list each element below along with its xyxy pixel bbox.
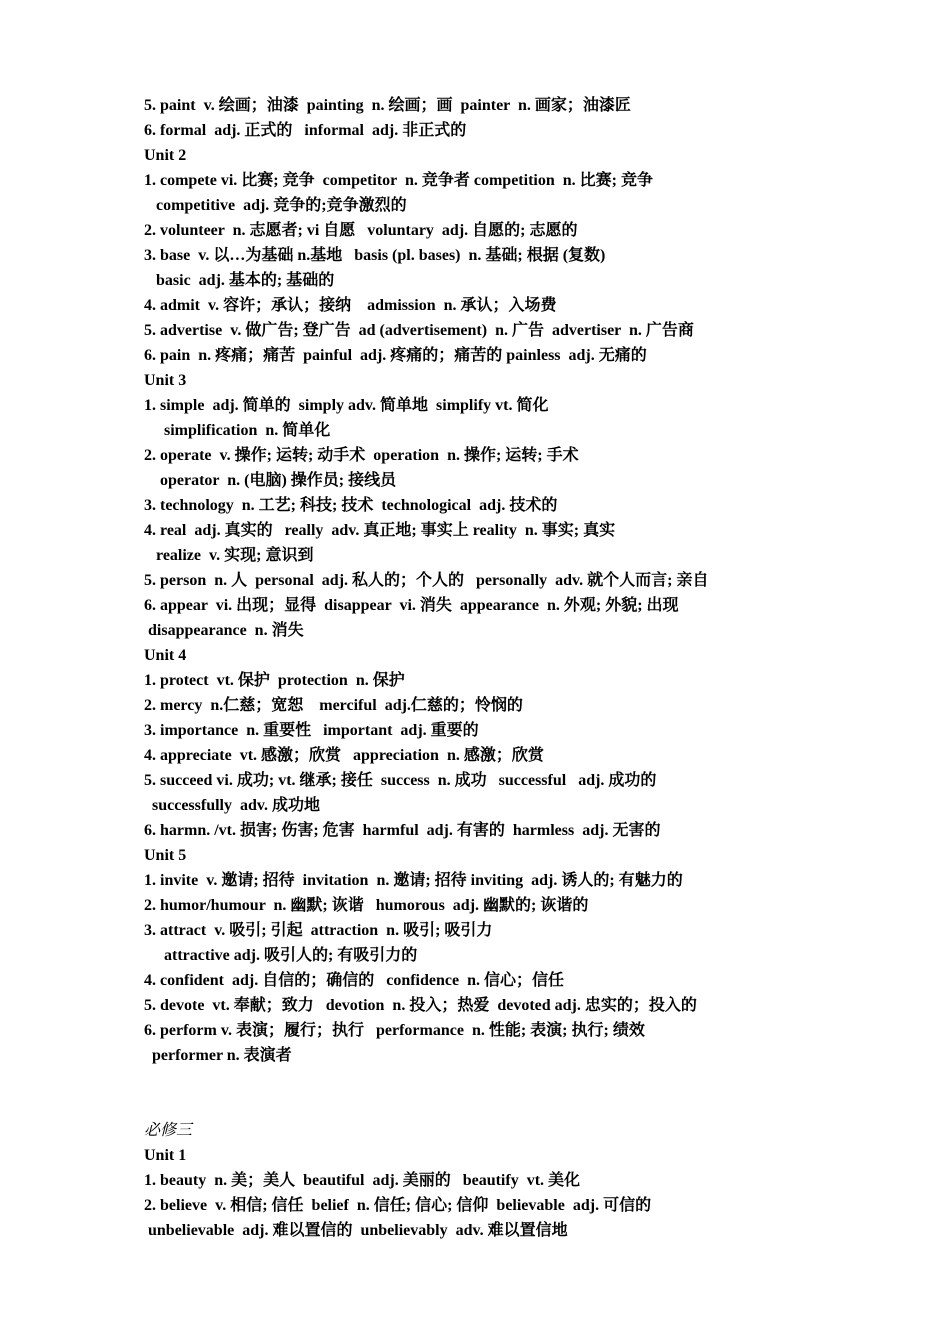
vocab-line: 1. compete vi. 比赛; 竞争 competitor n. 竞争者 competition n. 比赛; 竞争	[144, 172, 653, 189]
vocab-line: 6. harmn. /vt. 损害; 伤害; 危害 harmful adj. 有害的 harmless adj. 无害的	[144, 822, 661, 839]
unit-heading: Unit 4	[144, 647, 187, 664]
document-body	[144, 93, 864, 1243]
vocab-line: 2. humor/humour n. 幽默; 诙谐 humorous adj. 幽默的; 诙谐的	[144, 897, 589, 914]
vocab-line: 5. advertise v. 做广告; 登广告 ad (advertisement) n. 广告 advertiser n. 广告商	[144, 322, 694, 339]
vocab-line: 2. mercy n.仁慈；宽恕 merciful adj.仁慈的；怜悯的	[144, 697, 523, 714]
vocab-line: 5. person n. 人 personal adj. 私人的；个人的 personally adv. 就个人而言; 亲自	[144, 572, 709, 589]
vocab-line: 6. pain n. 疼痛；痛苦 painful adj. 疼痛的；痛苦的 painless adj. 无痛的	[144, 347, 647, 364]
vocab-line: 5. succeed vi. 成功; vt. 继承; 接任 success n. 成功 successful adj. 成功的	[144, 772, 657, 789]
vocab-line: 3. importance n. 重要性 important adj. 重要的	[144, 722, 479, 739]
vocab-line: 3. technology n. 工艺; 科技; 技术 technological adj. 技术的	[144, 497, 558, 514]
vocab-line: simplification n. 简单化	[144, 422, 331, 439]
vocab-line: successfully adv. 成功地	[144, 797, 321, 814]
vocab-line: 4. real adj. 真实的 really adv. 真正地; 事实上 reality n. 事实; 真实	[144, 522, 616, 539]
vocab-line: basic adj. 基本的; 基础的	[144, 272, 335, 289]
vocab-line: 6. perform v. 表演；履行；执行 performance n. 性能; 表演; 执行; 绩效	[144, 1022, 645, 1039]
vocab-list-part2	[144, 1118, 864, 1243]
vocab-line: 1. beauty n. 美；美人 beautiful adj. 美丽的 beautify vt. 美化	[144, 1172, 581, 1189]
vocab-line: 4. appreciate vt. 感激；欣赏 appreciation n. 感激；欣赏	[144, 747, 544, 764]
section-spacer	[144, 1068, 864, 1118]
vocab-line: realize v. 实现; 意识到	[144, 547, 314, 564]
vocab-line: 1. invite v. 邀请; 招待 invitation n. 邀请; 招待 inviting adj. 诱人的; 有魅力的	[144, 872, 683, 889]
unit-heading: Unit 1	[144, 1147, 187, 1164]
vocab-line: performer n. 表演者	[144, 1047, 292, 1064]
vocab-line: 3. base v. 以…为基础 n.基地 basis (pl. bases) n. 基础; 根据 (复数)	[144, 247, 606, 264]
vocab-list-part1	[144, 93, 864, 1068]
vocab-line: attractive adj. 吸引人的; 有吸引力的	[144, 947, 418, 964]
vocab-line: 3. attract v. 吸引; 引起 attraction n. 吸引; 吸引力	[144, 922, 493, 939]
vocab-line: disappearance n. 消失	[144, 622, 304, 639]
vocab-line: unbelievable adj. 难以置信的 unbelievably adv. 难以置信地	[144, 1222, 568, 1239]
vocab-line: 6. appear vi. 出现；显得 disappear vi. 消失 appearance n. 外观; 外貌; 出现	[144, 597, 679, 614]
vocab-line: 1. protect vt. 保护 protection n. 保护	[144, 672, 405, 689]
vocab-line: 5. devote vt. 奉献；致力 devotion n. 投入；热爱 devoted adj. 忠实的；投入的	[144, 997, 697, 1014]
vocab-line: competitive adj. 竞争的;竞争激烈的	[144, 197, 407, 214]
vocab-line: 5. paint v. 绘画；油漆 painting n. 绘画；画 painter n. 画家；油漆匠	[144, 97, 631, 114]
vocab-line: 1. simple adj. 简单的 simply adv. 简单地 simplify vt. 简化	[144, 397, 549, 414]
vocab-line: 4. admit v. 容许；承认；接纳 admission n. 承认；入场费	[144, 297, 557, 314]
unit-heading: Unit 5	[144, 847, 187, 864]
vocab-line: 6. formal adj. 正式的 informal adj. 非正式的	[144, 122, 467, 139]
vocab-line: 2. operate v. 操作; 运转; 动手术 operation n. 操作; 运转; 手术	[144, 447, 579, 464]
vocab-line: operator n. (电脑) 操作员; 接线员	[144, 472, 397, 489]
vocab-line: 2. believe v. 相信; 信任 belief n. 信任; 信心; 信仰 believable adj. 可信的	[144, 1197, 652, 1214]
unit-heading: Unit 3	[144, 372, 187, 389]
section-title: 必修三	[144, 1122, 193, 1139]
vocab-line: 4. confident adj. 自信的；确信的 confidence n. 信心；信任	[144, 972, 565, 989]
vocab-line: 2. volunteer n. 志愿者; vi 自愿 voluntary adj. 自愿的; 志愿的	[144, 222, 578, 239]
unit-heading: Unit 2	[144, 147, 187, 164]
